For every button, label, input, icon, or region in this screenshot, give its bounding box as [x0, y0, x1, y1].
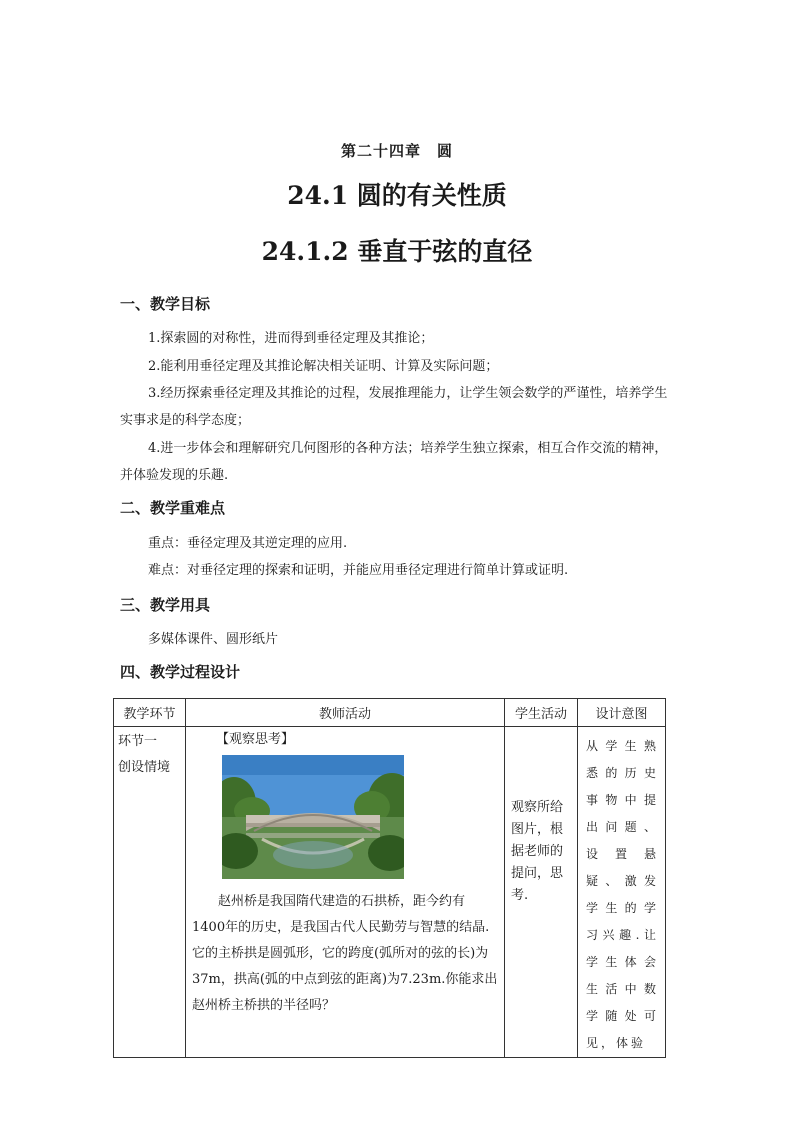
table-header-row	[114, 699, 666, 727]
student-activity-text: 观察所给图片，根据老师的提问，思考.	[511, 800, 564, 903]
subsection-title: 24.1.2 垂直于弦的直径	[261, 237, 533, 266]
goal-item: 1.探索圆的对称性，进而得到垂径定理及其推论；	[148, 331, 434, 346]
stage-name: 创设情境	[118, 760, 171, 775]
stone-arch-bridge-photo	[222, 755, 404, 879]
stage-number: 环节一	[118, 734, 158, 749]
col-header-stage: 教学环节	[114, 699, 186, 727]
goals-heading: 一、教学目标	[120, 295, 211, 313]
design-intent-cell	[578, 727, 666, 1058]
process-heading: 四、教学过程设计	[120, 663, 241, 681]
goal-item: 2.能利用垂径定理及其推论解决相关证明、计算及实际问题；	[148, 359, 499, 374]
tools-heading: 三、教学用具	[120, 596, 211, 614]
col-header-intent: 设计意图	[578, 699, 666, 727]
tools-text: 多媒体课件、圆形纸片	[148, 632, 279, 647]
bridge-problem-text: 赵州桥是我国隋代建造的石拱桥，距今约有1400年的历史，是我国古代人民勤劳与智慧的结晶.它的主桥拱是圆弧形，它的跨度(弧所对的弦的长)为37m，拱高(弧的中点到弦的距离)为7.23m.你能求出赵州桥主桥拱的半径吗？	[192, 894, 498, 1013]
table-row	[114, 727, 666, 1058]
chapter-heading: 第二十四章 圆	[340, 142, 453, 160]
stage-cell	[114, 727, 186, 1058]
col-header-teacher: 教师活动	[186, 699, 505, 727]
teacher-activity-cell	[186, 727, 505, 1058]
goal-item: 3.经历探索垂径定理及其推论的过程，发展推理能力，让学生领会数学的严谨性，培养学生实事求是的科学态度；	[120, 386, 668, 428]
goal-item: 4.进一步体会和理解研究几何图形的各种方法；培养学生独立探索，相互合作交流的精神，并体验发现的乐趣.	[120, 441, 668, 483]
student-activity-cell	[505, 727, 578, 1058]
difficult-point: 难点：对垂径定理的探索和证明，并能应用垂径定理进行简单计算或证明.	[148, 563, 569, 578]
key-heading: 二、教学重难点	[120, 499, 226, 517]
process-table	[113, 698, 666, 1058]
key-point: 重点：垂径定理及其逆定理的应用.	[148, 536, 348, 551]
observe-label: 【观察思考】	[216, 732, 295, 747]
col-header-student: 学生活动	[505, 699, 578, 727]
design-intent-text: 从学生熟悉的历史事物中提出问题、设置悬疑、激发学生的学习兴趣.让学生体会生活中数学随处可见，体验	[586, 739, 659, 1050]
section-title: 24.1 圆的有关性质	[287, 181, 507, 210]
